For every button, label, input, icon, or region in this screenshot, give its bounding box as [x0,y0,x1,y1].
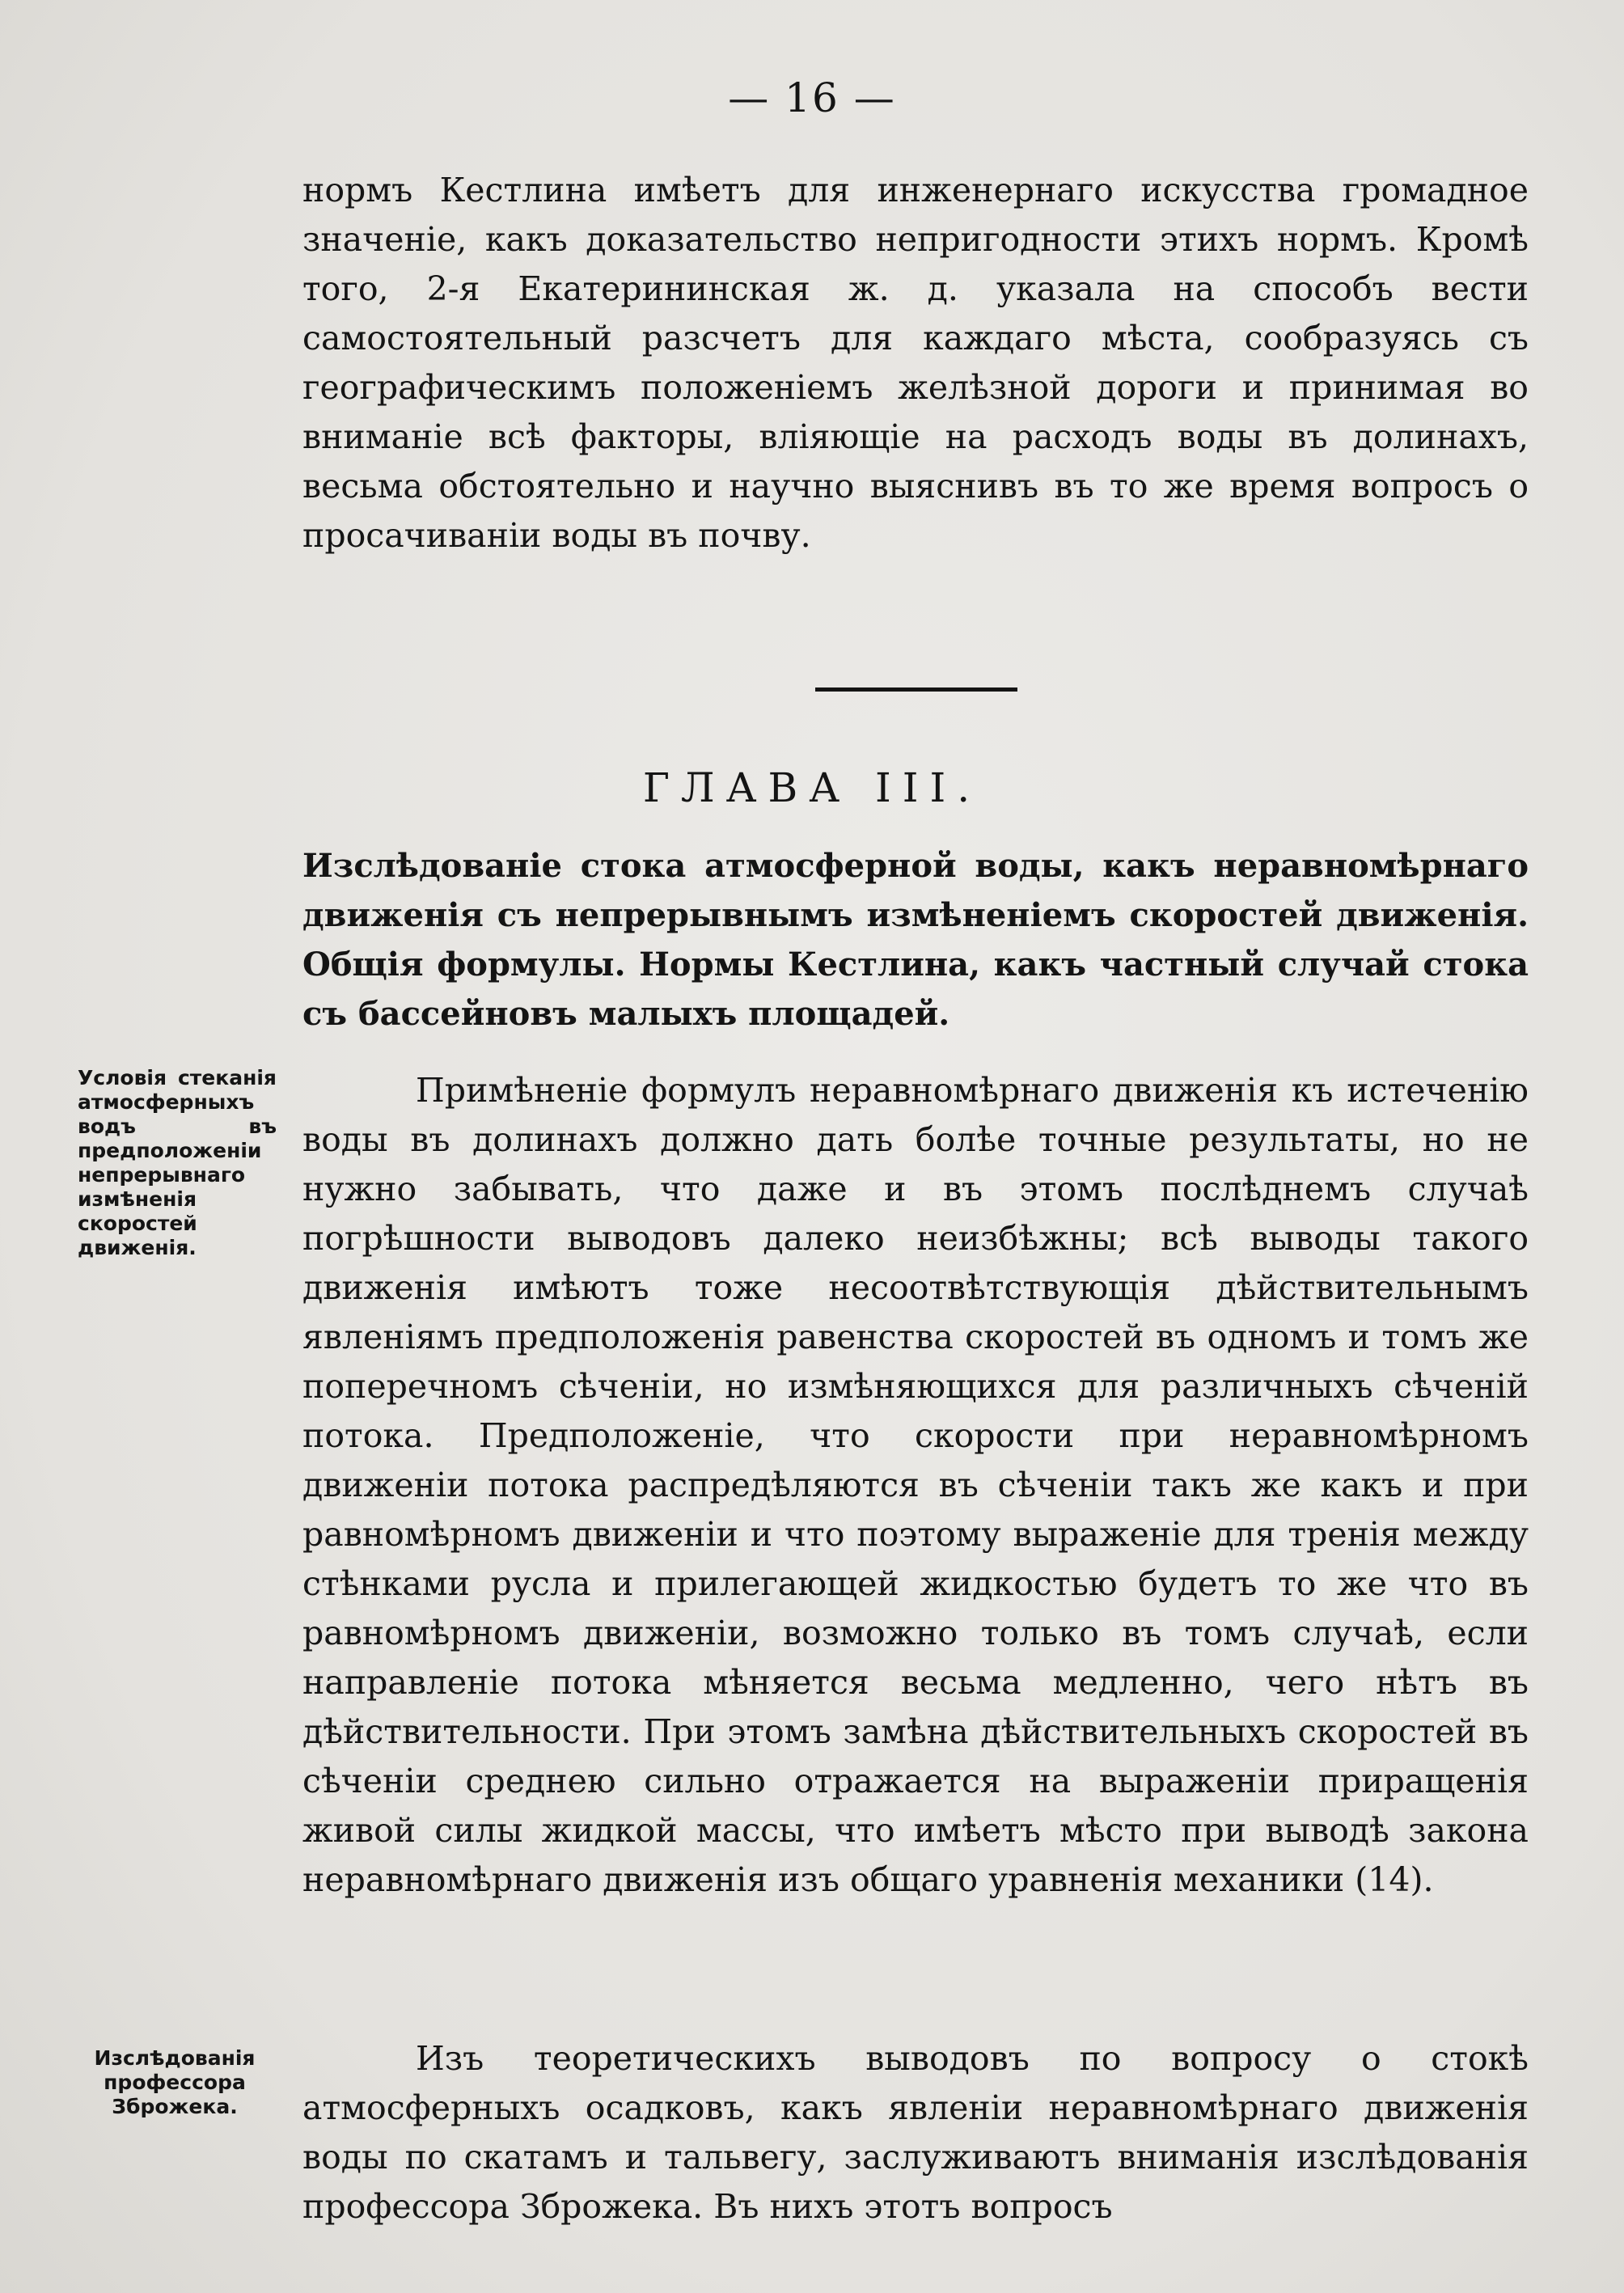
section-divider [815,687,1017,692]
paragraph-application-text: Примѣненiе формулъ неравномѣрнаго движенiя къ истеченiю воды въ долинахъ должно дать болѣе точные результаты, но не нужно забывать, что даже и въ этомъ послѣднемъ случаѣ погрѣшности выводовъ далеко неизбѣжны; всѣ выводы такого движенiя имѣютъ тоже несоотвѣтствующiя дѣйствительнымъ явленiямъ предположенiя равенства скоростей въ одномъ и томъ же поперечномъ сѣченiи, но измѣняющихся для различныхъ сѣченiй потока. Предположенiе, что скорости при неравномѣрномъ движенiи потока распредѣляются въ сѣченiи такъ же какъ и при равномѣрномъ движенiи и что поэтому выраженiе для тренiя между стѣнками русла и прилегающей жидкостью будетъ то же что въ равномѣрномъ движенiи, возможно только въ томъ случаѣ, если направленiе потока мѣняется весьма медленно, чего нѣтъ въ дѣйствительности. При этомъ замѣна дѣйствительныхъ скоростей въ сѣченiи среднею сильно отражается на выраженiи приращенiя живой силы жидкой массы, что имѣетъ мѣсто при выводѣ закона неравномѣрнаго движенiя изъ общаго уравненiя механики (14). [302,1071,1529,1899]
paragraph-indent [302,1071,416,1110]
chapter-subtitle: Изслѣдованiе стока атмосферной воды, какъ неравномѣрнаго движенiя съ непрерывнымъ измѣненiемъ скоростей движенiя. Общiя формулы. Нормы Кестлина, какъ частный случай стока съ бассейновъ малыхъ площадей. [302,847,1529,1033]
margin-note-conditions: Условiя стеканiя атмосферныхъ водъ въ предположенiи непрерывнаго измѣненiя скоростей движенiя. [78,1066,277,1259]
paragraph-indent [302,2039,416,2078]
chapter-heading: ГЛАВА III. [642,764,982,811]
paragraph-intro: нормъ Кестлина имѣетъ для инженернаго искусства громадное значенiе, какъ доказательство непригодности этихъ нормъ. Кромѣ того, 2-я Екатерининская ж. д. указала на способъ вести самостоятельный разсчетъ для каждаго мѣста, сообразуясь съ географическимъ положенiемъ желѣзной дороги и принимая во вниманiе всѣ факторы, влiяющiе на расходъ воды въ долинахъ, весьма обстоятельно и научно выяснивъ въ то же время вопросъ о просачиванiи воды въ почву. [302,171,1529,555]
margin-note-zbrozhek: Изслѣдованiя профессора Зброжека. [94,2046,256,2118]
paragraph-zbrozhek-text: Изъ теоретическихъ выводовъ по вопросу о стокѣ атмосферныхъ осадковъ, какъ явленiи неравномѣрнаго движенiя воды по скатамъ и тальвегу, заслуживаютъ вниманiя изслѣдованiя профессора Зброжека. Въ нихъ этотъ вопросъ [302,2039,1529,2226]
paragraph-zbrozhek [302,2034,1529,2232]
page-number: — 16 — [728,74,896,121]
paragraph-application [302,1066,1529,1905]
